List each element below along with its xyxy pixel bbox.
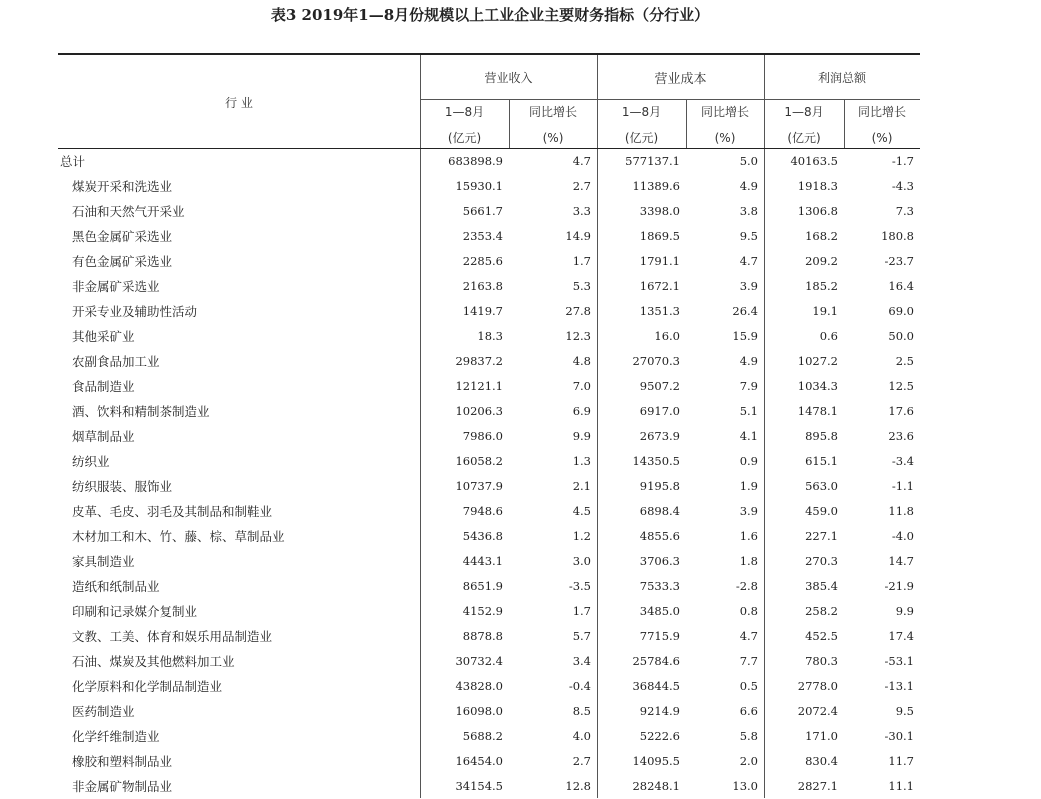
value-cell: 12121.1 <box>455 379 503 393</box>
industry-name: 食品制造业 <box>72 379 135 394</box>
value-cell: 7.9 <box>739 379 758 393</box>
value-cell: 4.8 <box>572 354 591 368</box>
table-row <box>58 449 920 474</box>
value-cell: 25784.6 <box>632 654 680 668</box>
sub-header-period: 1—8月 (亿元) <box>444 105 485 145</box>
table-row <box>58 574 920 599</box>
industry-name: 石油、煤炭及其他燃料加工业 <box>72 654 235 669</box>
value-cell: 17.6 <box>888 404 914 418</box>
value-cell: 7715.9 <box>639 629 680 643</box>
value-cell: 8.5 <box>572 704 591 718</box>
value-cell: 0.6 <box>819 329 838 343</box>
value-cell: 1791.1 <box>639 254 680 268</box>
value-cell: -13.1 <box>884 679 914 693</box>
value-cell: 3.0 <box>572 554 591 568</box>
value-cell: 4443.1 <box>462 554 503 568</box>
value-cell: 28248.1 <box>632 779 680 793</box>
industry-name: 化学原料和化学制品制造业 <box>72 679 223 694</box>
value-cell: 2.0 <box>739 754 758 768</box>
value-cell: 270.3 <box>805 554 838 568</box>
table-row <box>58 549 920 574</box>
value-cell: 9195.8 <box>639 479 680 493</box>
table-row <box>58 349 920 374</box>
value-cell: 3.9 <box>739 504 758 518</box>
value-cell: 2.7 <box>572 179 591 193</box>
value-cell: 227.1 <box>805 529 838 543</box>
value-cell: 27070.3 <box>632 354 680 368</box>
table-row <box>58 724 920 749</box>
group-header-profit: 利润总额 <box>817 70 866 85</box>
value-cell: 1034.3 <box>797 379 838 393</box>
value-cell: 1.3 <box>572 454 591 468</box>
value-cell: 7986.0 <box>462 429 503 443</box>
value-cell: 16058.2 <box>455 454 503 468</box>
value-cell: 40163.5 <box>790 154 838 168</box>
industry-name: 黑色金属矿采选业 <box>72 229 173 244</box>
sub-header-growth: 同比增长 (%) <box>857 105 906 145</box>
value-cell: 10206.3 <box>455 404 503 418</box>
value-cell: 2827.1 <box>797 779 838 793</box>
value-cell: 5688.2 <box>462 729 503 743</box>
value-cell: 9.9 <box>572 429 591 443</box>
value-cell: 6.9 <box>572 404 591 418</box>
table-row <box>58 324 920 349</box>
table-header <box>58 53 920 149</box>
value-cell: 2285.6 <box>462 254 503 268</box>
value-cell: 683898.9 <box>448 154 503 168</box>
value-cell: -1.7 <box>891 154 914 168</box>
sub-header-growth: 同比增长 (%) <box>528 105 577 145</box>
industry-name: 化学纤维制造业 <box>72 729 160 744</box>
value-cell: -0.4 <box>568 679 591 693</box>
value-cell: 26.4 <box>732 304 758 318</box>
table-row <box>58 774 920 799</box>
industry-name: 纺织业 <box>72 454 110 469</box>
group-header-revenue: 营业收入 <box>484 70 533 85</box>
value-cell: 3.3 <box>572 204 591 218</box>
value-cell: 5.1 <box>739 404 758 418</box>
value-cell: 18.3 <box>477 329 503 343</box>
value-cell: 4.7 <box>739 629 758 643</box>
value-cell: 4.1 <box>739 429 758 443</box>
value-cell: 615.1 <box>805 454 838 468</box>
industry-name: 烟草制品业 <box>72 429 135 444</box>
value-cell: 8878.8 <box>462 629 503 643</box>
value-cell: 5436.8 <box>462 529 503 543</box>
industry-name: 皮革、毛皮、羽毛及其制品和制鞋业 <box>72 504 273 519</box>
table-row <box>58 674 920 699</box>
industry-name: 造纸和纸制品业 <box>72 579 160 594</box>
value-cell: 11.7 <box>888 754 914 768</box>
value-cell: 2072.4 <box>797 704 838 718</box>
value-cell: 13.0 <box>732 779 758 793</box>
value-cell: 14350.5 <box>632 454 680 468</box>
value-cell: 9214.9 <box>639 704 680 718</box>
group-header-cost: 营业成本 <box>654 71 707 87</box>
value-cell: 23.6 <box>888 429 914 443</box>
value-cell: 7948.6 <box>462 504 503 518</box>
value-cell: 11.1 <box>888 779 914 793</box>
value-cell: 4.7 <box>739 254 758 268</box>
industry-name: 农副食品加工业 <box>72 354 160 369</box>
table-row <box>58 699 920 724</box>
value-cell: 1306.8 <box>797 204 838 218</box>
industry-name: 纺织服装、服饰业 <box>72 479 173 494</box>
value-cell: 185.2 <box>805 279 838 293</box>
industry-name: 文教、工美、体育和娱乐用品制造业 <box>72 629 273 644</box>
table-row <box>58 649 920 674</box>
table-row <box>58 224 920 249</box>
value-cell: 209.2 <box>805 254 838 268</box>
industry-name: 非金属矿采选业 <box>72 279 160 294</box>
value-cell: 6917.0 <box>639 404 680 418</box>
value-cell: -21.9 <box>884 579 914 593</box>
value-cell: 30732.4 <box>455 654 503 668</box>
industry-name: 医药制造业 <box>72 704 135 719</box>
value-cell: 4.7 <box>572 154 591 168</box>
value-cell: 0.5 <box>739 679 758 693</box>
table-title: 表3 2019年1—8月份规模以上工业企业主要财务指标（分行业） <box>270 6 710 24</box>
value-cell: 5.8 <box>739 729 758 743</box>
value-cell: 0.8 <box>739 604 758 618</box>
value-cell: 6898.4 <box>639 504 680 518</box>
value-cell: 2673.9 <box>639 429 680 443</box>
value-cell: 16.4 <box>888 279 914 293</box>
value-cell: 0.9 <box>739 454 758 468</box>
table-row <box>58 249 920 274</box>
value-cell: 16454.0 <box>455 754 503 768</box>
value-cell: 7.0 <box>572 379 591 393</box>
sub-header-period: 1—8月 (亿元) <box>621 105 662 145</box>
value-cell: 3706.3 <box>639 554 680 568</box>
value-cell: 69.0 <box>888 304 914 318</box>
value-cell: 895.8 <box>805 429 838 443</box>
value-cell: 1918.3 <box>797 179 838 193</box>
value-cell: 7.3 <box>895 204 914 218</box>
value-cell: 4.9 <box>739 179 758 193</box>
table-row <box>58 149 920 174</box>
value-cell: -4.3 <box>891 179 914 193</box>
table-row <box>58 474 920 499</box>
value-cell: -53.1 <box>884 654 914 668</box>
value-cell: 16.0 <box>654 329 680 343</box>
value-cell: 19.1 <box>812 304 838 318</box>
value-cell: 258.2 <box>805 604 838 618</box>
value-cell: -23.7 <box>884 254 914 268</box>
value-cell: 3485.0 <box>639 604 680 618</box>
value-cell: 15.9 <box>732 329 758 343</box>
table-row <box>58 274 920 299</box>
value-cell: 14095.5 <box>632 754 680 768</box>
value-cell: 1869.5 <box>639 229 680 243</box>
table-row <box>58 749 920 774</box>
table-row <box>58 299 920 324</box>
value-cell: 4.9 <box>739 354 758 368</box>
value-cell: 459.0 <box>805 504 838 518</box>
sub-header-period: 1—8月 (亿元) <box>784 105 824 145</box>
table-row <box>58 199 920 224</box>
value-cell: 563.0 <box>805 479 838 493</box>
value-cell: 1672.1 <box>639 279 680 293</box>
value-cell: 14.7 <box>888 554 914 568</box>
value-cell: -2.8 <box>735 579 758 593</box>
industry-name: 石油和天然气开采业 <box>72 204 185 219</box>
value-cell: 168.2 <box>805 229 838 243</box>
value-cell: 1419.7 <box>462 304 503 318</box>
value-cell: 11389.6 <box>632 179 680 193</box>
value-cell: -1.1 <box>891 479 914 493</box>
value-cell: 780.3 <box>805 654 838 668</box>
value-cell: 830.4 <box>805 754 838 768</box>
value-cell: 9507.2 <box>639 379 680 393</box>
value-cell: 12.5 <box>888 379 914 393</box>
value-cell: -30.1 <box>884 729 914 743</box>
industry-name: 开采专业及辅助性活动 <box>72 304 198 319</box>
value-cell: 27.8 <box>565 304 591 318</box>
industry-name: 非金属矿物制品业 <box>72 779 173 794</box>
value-cell: 9.5 <box>739 229 758 243</box>
value-cell: 14.9 <box>565 229 591 243</box>
value-cell: 2.5 <box>895 354 914 368</box>
industry-header: 行 业 <box>225 95 253 110</box>
value-cell: 36844.5 <box>632 679 680 693</box>
value-cell: 11.8 <box>888 504 914 518</box>
value-cell: 17.4 <box>888 629 914 643</box>
value-cell: 5222.6 <box>639 729 680 743</box>
financial-table <box>58 53 920 799</box>
value-cell: 10737.9 <box>455 479 503 493</box>
table-row <box>58 624 920 649</box>
value-cell: 9.5 <box>895 704 914 718</box>
value-cell: 5.0 <box>739 154 758 168</box>
industry-name: 印刷和记录媒介复制业 <box>72 604 198 619</box>
sub-header-growth: 同比增长 (%) <box>700 105 749 145</box>
value-cell: 4855.6 <box>639 529 680 543</box>
value-cell: 4.5 <box>572 504 591 518</box>
value-cell: 1.7 <box>572 254 591 268</box>
value-cell: 3.9 <box>739 279 758 293</box>
value-cell: 1478.1 <box>797 404 838 418</box>
value-cell: 12.3 <box>565 329 591 343</box>
industry-name: 木材加工和木、竹、藤、棕、草制品业 <box>72 529 285 544</box>
value-cell: 7.7 <box>739 654 758 668</box>
industry-name: 煤炭开采和洗选业 <box>72 179 173 194</box>
value-cell: 16098.0 <box>455 704 503 718</box>
value-cell: 6.6 <box>739 704 758 718</box>
value-cell: 2778.0 <box>797 679 838 693</box>
value-cell: 4.0 <box>572 729 591 743</box>
table-row <box>58 374 920 399</box>
value-cell: 5.3 <box>572 279 591 293</box>
value-cell: 43828.0 <box>455 679 503 693</box>
value-cell: 1351.3 <box>639 304 680 318</box>
value-cell: 1.8 <box>739 554 758 568</box>
value-cell: 5661.7 <box>462 204 503 218</box>
value-cell: 452.5 <box>805 629 838 643</box>
industry-name: 家具制造业 <box>72 554 135 569</box>
value-cell: 2.7 <box>572 754 591 768</box>
industry-name: 总计 <box>60 154 86 169</box>
table-row <box>58 399 920 424</box>
value-cell: 577137.1 <box>625 154 680 168</box>
value-cell: -3.5 <box>568 579 591 593</box>
table-row <box>58 174 920 199</box>
value-cell: 1.6 <box>739 529 758 543</box>
value-cell: 385.4 <box>805 579 838 593</box>
value-cell: 3.4 <box>572 654 591 668</box>
value-cell: 9.9 <box>895 604 914 618</box>
value-cell: 2163.8 <box>462 279 503 293</box>
industry-name: 橡胶和塑料制品业 <box>72 754 173 769</box>
table-row <box>58 424 920 449</box>
table-row <box>58 524 920 549</box>
value-cell: 1.9 <box>739 479 758 493</box>
table-row <box>58 599 920 624</box>
industry-name: 有色金属矿采选业 <box>72 254 173 269</box>
value-cell: 3398.0 <box>639 204 680 218</box>
value-cell: 171.0 <box>805 729 838 743</box>
value-cell: 1.7 <box>572 604 591 618</box>
industry-name: 其他采矿业 <box>72 329 135 344</box>
value-cell: 2.1 <box>572 479 591 493</box>
value-cell: 15930.1 <box>455 179 503 193</box>
value-cell: 3.8 <box>739 204 758 218</box>
value-cell: 2353.4 <box>462 229 503 243</box>
value-cell: 34154.5 <box>455 779 503 793</box>
value-cell: 5.7 <box>572 629 591 643</box>
value-cell: 12.8 <box>565 779 591 793</box>
value-cell: 8651.9 <box>462 579 503 593</box>
value-cell: 4152.9 <box>462 604 503 618</box>
value-cell: 180.8 <box>881 229 914 243</box>
value-cell: 1027.2 <box>797 354 838 368</box>
table-body <box>58 149 920 799</box>
value-cell: 1.2 <box>572 529 591 543</box>
value-cell: -4.0 <box>891 529 914 543</box>
value-cell: -3.4 <box>891 454 914 468</box>
value-cell: 7533.3 <box>639 579 680 593</box>
value-cell: 29837.2 <box>455 354 503 368</box>
table-row <box>58 499 920 524</box>
industry-name: 酒、饮料和精制茶制造业 <box>72 404 210 419</box>
value-cell: 50.0 <box>888 329 914 343</box>
